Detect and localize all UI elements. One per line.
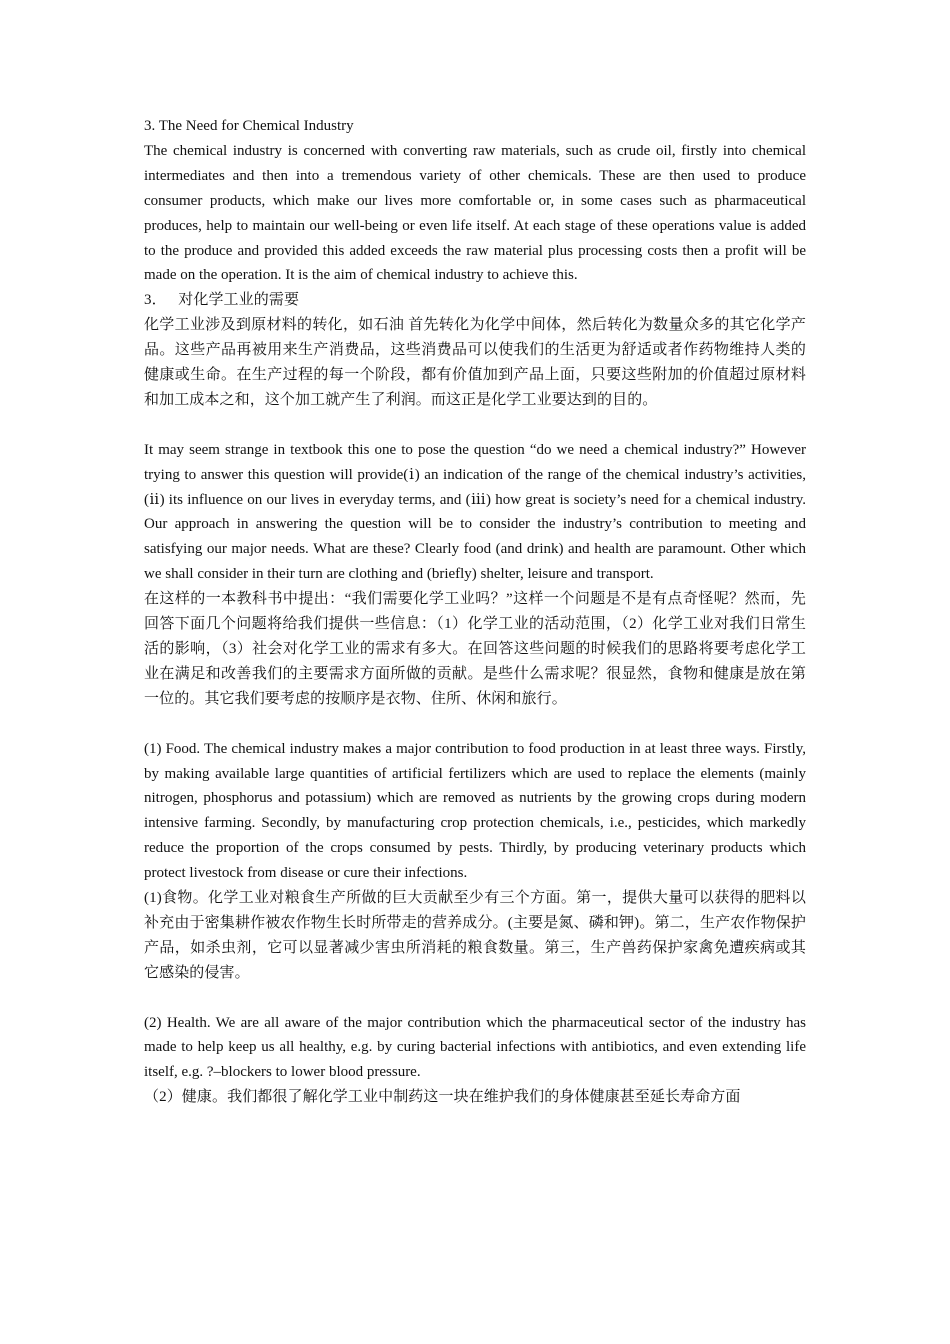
paragraph-zh: 化学工业涉及到原材料的转化，如石油 首先转化为化学中间体，然后转化为数量众多的其它化学产品。这些产品再被用来生产消费品，这些消费品可以使我们的生活更为舒适或者作药物维持人类的健康或生命。在生产过程的每一个阶段，都有价值加到产品上面，只要这些附加的价值超过原材料和加工成本之和，这个加工就产生了利润。而这正是化学工业要达到的目的。 — [144, 317, 806, 408]
paragraph-spacer — [144, 413, 806, 438]
paragraph-en: The chemical industry is concerned with converting raw materials, such as crude oil, firstly into chemical intermediates and then into a tremendous variety of other chemicals. These are then used to produce consumer products, which make our lives more comfortable or, in some cases such as pharmaceutical produces, help to maintain our well-being or even life itself. At each stage of these operations value is added to the produce and provided this added exceeds the raw material plus processing costs then a profit will be made on the operation. It is the aim of chemical industry to achieve this. — [144, 142, 806, 284]
paragraph-spacer — [144, 986, 806, 1011]
paragraph-zh-food: (1)食物。化学工业对粮食生产所做的巨大贡献至少有三个方面。第一，提供大量可以获得的肥料以补充由于密集耕作被农作物生长时所带走的营养成分。(主要是氮、磷和钾)。第二，生产农作物保护产品，如杀虫剂，它可以显著减少害虫所消耗的粮食数量。第三，生产兽药保护家禽免遭疾病或其它感染的侵害。 — [144, 890, 806, 981]
section-heading-zh: 3． 对化学工业的需要 — [144, 292, 300, 309]
document-page — [144, 114, 806, 1110]
section-heading-en: 3. The Need for Chemical Industry — [144, 118, 354, 134]
paragraph-zh-health: （2）健康。我们都很了解化学工业中制药这一块在维护我们的身体健康甚至延长寿命方面 — [144, 1089, 741, 1106]
paragraph-en-food: (1) Food. The chemical industry makes a major contribution to food production in at least three ways. Firstly, by making available large quantities of artificial fertilizers which are used to replace the elements (mainly nitrogen, phosphorus and potassium) which are removed as nutrients by the growing crops during modern intensive farming. Secondly, by manufacturing crop protection chemicals, i.e., pesticides, which markedly reduce the proportion of the crops consumed by pests. Thirdly, by producing veterinary products which protect livestock from disease or cure their infections. — [144, 740, 806, 882]
paragraph-spacer — [144, 712, 806, 737]
paragraph-en-health: (2) Health. We are all aware of the major contribution which the pharmaceutical sector of the industry has made to help keep us all healthy, e.g. by curing bacterial infections with antibiotics, and even extending life itself, e.g. ?–blockers to lower blood pressure. — [144, 1014, 806, 1081]
paragraph-en: It may seem strange in textbook this one to pose the question “do we need a chemical industry?” However trying to answer this question will provide(ⅰ) an indication of the range of the chemical industry’s activities, (ⅱ) its influence on our lives in everyday terms, and (ⅲ) how great is society’s need for a chemical industry. Our approach in answering the question will be to consider the industry’s contribution to meeting and satisfying our major needs. What are these? Clearly food (and drink) and health are paramount. Other which we shall consider in their turn are clothing and (briefly) shelter, leisure and transport. — [144, 441, 806, 583]
paragraph-zh: 在这样的一本教科书中提出：“我们需要化学工业吗？”这样一个问题是不是有点奇怪呢？然而，先回答下面几个问题将给我们提供一些信息：（1）化学工业的活动范围，（2）化学工业对我们日常生活的影响，（3）社会对化学工业的需求有多大。在回答这些问题的时候我们的思路将要考虑化学工业在满足和改善我们的主要需求方面所做的贡献。是些什么需求呢？很显然，食物和健康是放在第一位的。其它我们要考虑的按顺序是衣物、住所、休闲和旅行。 — [144, 591, 806, 707]
